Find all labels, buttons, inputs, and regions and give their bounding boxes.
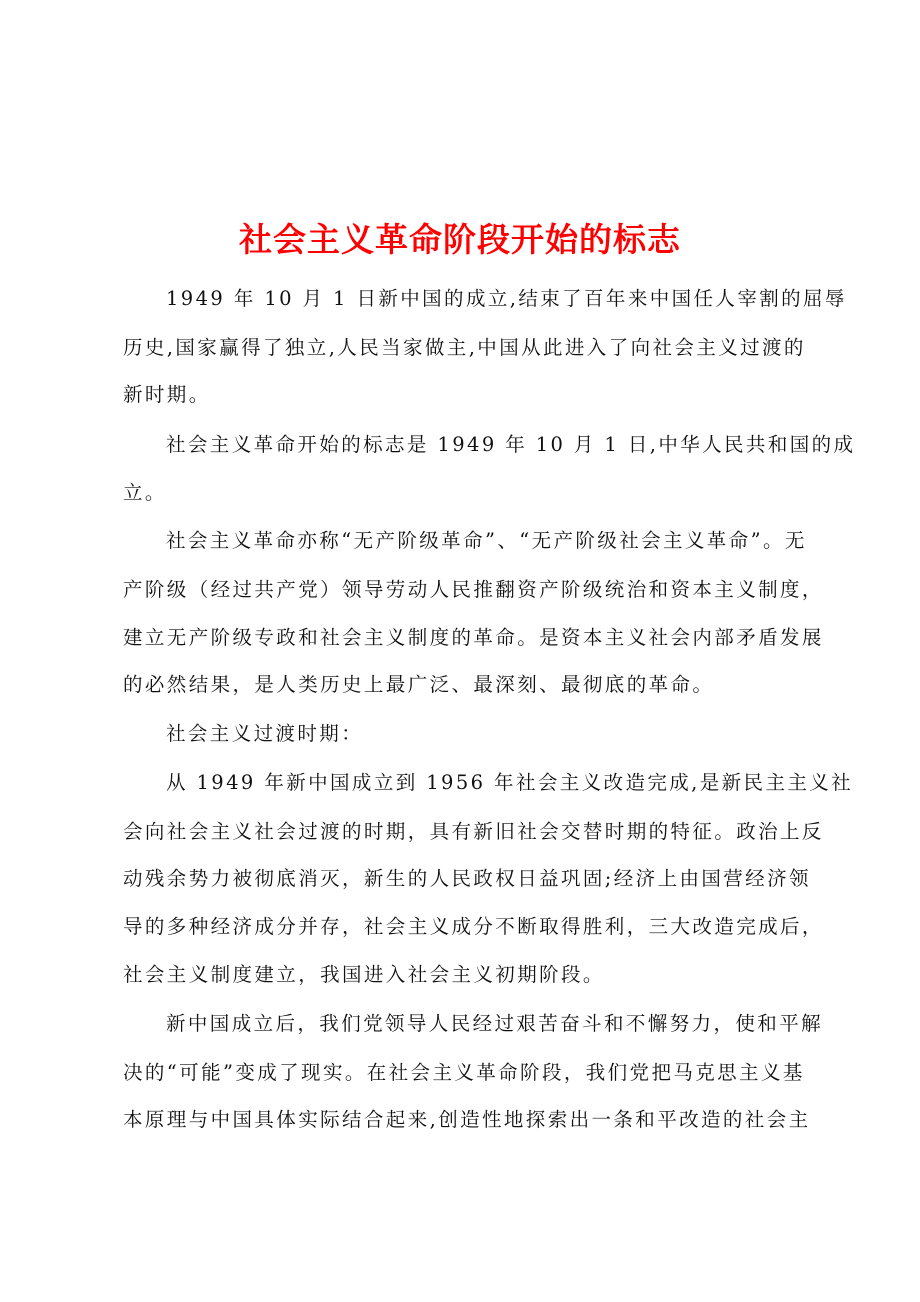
paragraph-line: 立。 bbox=[123, 481, 167, 504]
paragraph-line: 的必然结果，是人类历史上最广泛、最深刻、最彻底的革命。 bbox=[123, 673, 715, 696]
paragraph-line: 新中国成立后，我们党领导人民经过艰苦奋斗和不懈努力，使和平解 bbox=[166, 1012, 824, 1035]
paragraph-line: 决的“可能”变成了现实。在社会主义革命阶段，我们党把马克思主义基 bbox=[123, 1061, 805, 1084]
paragraph-line: 从 1949 年新中国成立到 1956 年社会主义改造完成,是新民主主义社 bbox=[166, 771, 854, 794]
paragraph-line: 历史,国家赢得了独立,人民当家做主,中国从此进入了向社会主义过渡的 bbox=[123, 336, 806, 359]
paragraph-line: 产阶级（经过共产党）领导劳动人民推翻资产阶级统治和资本主义制度， bbox=[123, 578, 824, 601]
paragraph-line: 新时期。 bbox=[123, 383, 211, 406]
section-heading-line: 社会主义过渡时期： bbox=[166, 722, 364, 745]
paragraph-line: 社会主义制度建立，我国进入社会主义初期阶段。 bbox=[123, 963, 605, 986]
paragraph-line: 会向社会主义社会过渡的时期，具有新旧社会交替时期的特征。政治上反 bbox=[123, 820, 824, 843]
paragraph-line: 动残余势力被彻底消灭，新生的人民政权日益巩固;经济上由国营经济领 bbox=[123, 867, 811, 890]
document-title: 社会主义革命阶段开始的标志 bbox=[239, 220, 681, 260]
paragraph-line: 建立无产阶级专政和社会主义制度的革命。是资本主义社会内部矛盾发展 bbox=[123, 626, 824, 649]
paragraph-line: 社会主义革命亦称“无产阶级革命”、“无产阶级社会主义革命”。无 bbox=[166, 529, 807, 552]
paragraph-line: 社会主义革命开始的标志是 1949 年 10 月 1 日,中华人民共和国的成 bbox=[166, 433, 856, 456]
paragraph-line: 1949 年 10 月 1 日新中国的成立,结束了百年来中国任人宰割的屈辱 bbox=[166, 287, 847, 310]
paragraph-line: 导的多种经济成分并存，社会主义成分不断取得胜利，三大改造完成后， bbox=[123, 915, 824, 938]
paragraph-line: 本原理与中国具体实际结合起来,创造性地探索出一条和平改造的社会主 bbox=[123, 1108, 811, 1131]
